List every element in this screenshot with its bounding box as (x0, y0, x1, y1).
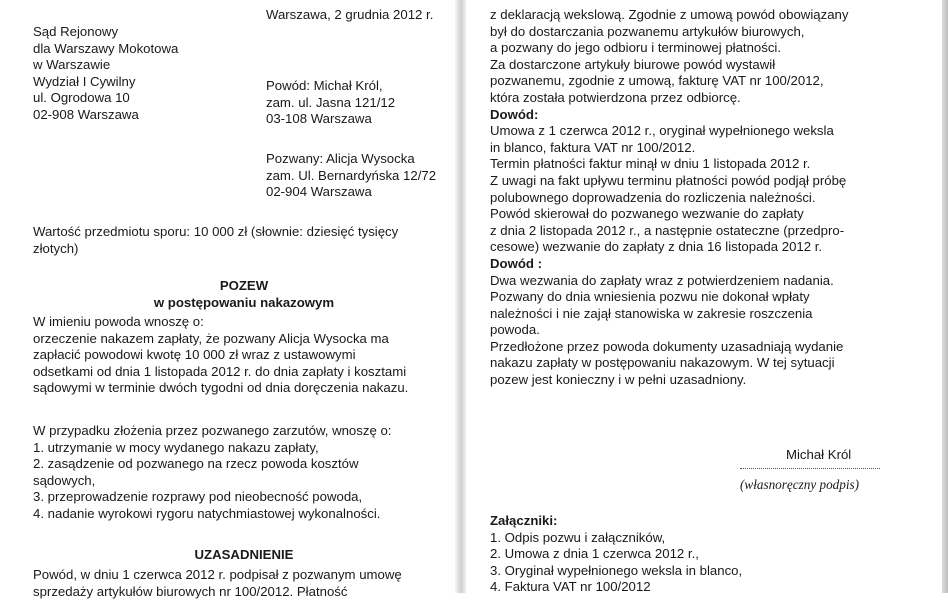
request-line: zapłacić powodowi kwotę 10 000 zł wraz z ustawowymi (33, 347, 356, 363)
evidence-heading: Dowód: (490, 106, 539, 122)
objection-line: 2. zasądzenie od pozwanego na rzecz powoda kosztów (33, 456, 359, 472)
paragraph-line: Za dostarczone artykuły biurowe powód wystawił (490, 56, 776, 72)
title-subtitle: w postępowaniu nakazowym (153, 294, 335, 310)
defendant-line: zam. Ul. Bernardyńska 12/72 (266, 167, 437, 183)
court-line: Wydział I Cywilny (33, 73, 136, 89)
request-line: orzeczenie nakazem zapłaty, że pozwany Alicja Wysocka ma (33, 330, 389, 346)
evidence-line: cesowe) wezwanie do zapłaty z dnia 16 listopada 2012 r. (490, 239, 823, 255)
paragraph-line: z deklaracją wekslową. Zgodnie z umową powód obowiązany (490, 7, 849, 22)
right-page (466, 0, 944, 593)
evidence-heading: Dowód : (490, 255, 543, 271)
page-edge (942, 0, 948, 593)
attachments (490, 513, 742, 596)
paragraph-line: a pozwany do jego odbioru i terminowej płatności. (490, 40, 782, 56)
evidence-line: Umowa z 1 czerwca 2012 r., oryginał wypełnionego weksla (490, 123, 834, 139)
evidence-line: z dnia 2 listopada 2012 r., a następnie ostateczne (przedpro- (490, 222, 845, 238)
evidence-line: powoda. (490, 322, 540, 338)
title-pozew: POZEW (219, 278, 269, 293)
defendant-line: Pozwany: Alicja Wysocka (266, 151, 415, 166)
attachments-heading: Załączniki: (490, 513, 558, 528)
objection-line: 3. przeprowadzenie rozprawy pod nieobecność powoda, (33, 489, 363, 505)
claim-value (33, 224, 398, 257)
paragraph-line: pozwanemu, zgodnie z umową, fakturę VAT nr 100/2012, (490, 73, 824, 89)
attachment-item: 1. Odpis pozwu i załączników, (490, 529, 666, 545)
attachment-item: 3. Oryginał wypełnionego weksla in blanco, (490, 562, 743, 578)
court-line: ul. Ogrodowa 10 (33, 90, 130, 106)
page-gutter (455, 0, 466, 593)
defendant-line: 02-904 Warszawa (266, 184, 372, 200)
court-line: w Warszawie (33, 57, 111, 73)
request-line: sądowymi w terminie dwóch tygodni od dnia doręczenia nakazu. (33, 380, 409, 396)
evidence-line: Pozwany do dnia wniesienia pozwu nie dokonał wpłaty (490, 289, 810, 305)
attachment-item: 4. Faktura VAT nr 100/2012 (490, 579, 651, 595)
left-page (0, 0, 455, 599)
signature-line (740, 468, 880, 469)
evidence-line: Powód skierował do pozwanego wezwanie do zapłaty (490, 206, 804, 222)
defendant-block (266, 151, 436, 201)
justification-line: sprzedaży artykułów biurowych nr 100/2012. Płatność (33, 583, 348, 599)
evidence-line: polubownego doprowadzenia do rozliczenia należności. (490, 189, 816, 205)
request-line: W imieniu powoda wnoszę o: (33, 314, 204, 329)
justification-paragraph (33, 567, 402, 600)
justification-line: Powód, w dniu 1 czerwca 2012 r. podpisał z pozwanym umowę (33, 567, 402, 582)
plaintiff-line: zam. ul. Jasna 121/12 (266, 94, 396, 110)
evidence-line: in blanco, faktura VAT nr 100/2012. (490, 139, 696, 155)
objection-line: sądowych, (33, 472, 96, 488)
attachment-item: 2. Umowa z dnia 1 czerwca 2012 r., (490, 546, 699, 562)
court-address (33, 24, 178, 124)
plaintiff-line: Powód: Michał Król, (266, 78, 383, 93)
evidence-line: nakazu zapłaty w postępowaniu nakazowym. W tej sytuacji (490, 355, 835, 371)
signature-caption: (własnoręczny podpis) (740, 477, 860, 492)
plaintiff-line: 03-108 Warszawa (266, 111, 372, 127)
court-line: Sąd Rejonowy (33, 24, 119, 39)
evidence-line: Termin płatności faktur minął w dniu 1 listopada 2012 r. (490, 156, 811, 172)
objection-line: 4. nadanie wyrokowi rygoru natychmiastowej wykonalności. (33, 505, 381, 521)
document-date: Warszawa, 2 grudnia 2012 r. (266, 7, 434, 22)
court-line: dla Warszawy Mokotowa (33, 40, 179, 56)
claim-value-line: Wartość przedmiotu sporu: 10 000 zł (słownie: dziesięć tysięcy (33, 224, 399, 239)
evidence-line: należności i nie zajął stanowiska w zakresie roszczenia (490, 305, 813, 321)
signature-name: Michał Król (786, 447, 852, 462)
contract-paragraph (490, 7, 848, 389)
evidence-line: pozew jest konieczny i w pełni uzasadniony. (490, 372, 747, 388)
request-line: odsetkami od dnia 1 listopada 2012 r. do dnia zapłaty i kosztami (33, 363, 407, 379)
paragraph-line: która została potwierdzona przez odbiorcę. (490, 89, 741, 105)
objection-requests (33, 423, 391, 523)
justification-title: UZASADNIENIE (194, 547, 294, 562)
court-line: 02-908 Warszawa (33, 106, 139, 122)
objection-line: 1. utrzymanie w mocy wydanego nakazu zapłaty, (33, 439, 319, 455)
objection-line: W przypadku złożenia przez pozwanego zarzutów, wnoszę o: (33, 423, 392, 438)
request-paragraph (33, 314, 408, 397)
plaintiff-block (266, 78, 395, 128)
document-title (33, 278, 455, 311)
evidence-line: Z uwagi na fakt upływu terminu płatności powód podjął próbę (490, 172, 847, 188)
evidence-line: Przedłożone przez powoda dokumenty uzasadniają wydanie (490, 338, 844, 354)
evidence-line: Dwa wezwania do zapłaty wraz z potwierdzeniem nadania. (490, 272, 834, 288)
claim-value-line: złotych) (33, 240, 79, 256)
paragraph-line: był do dostarczania pozwanemu artykułów biurowych, (490, 23, 805, 39)
